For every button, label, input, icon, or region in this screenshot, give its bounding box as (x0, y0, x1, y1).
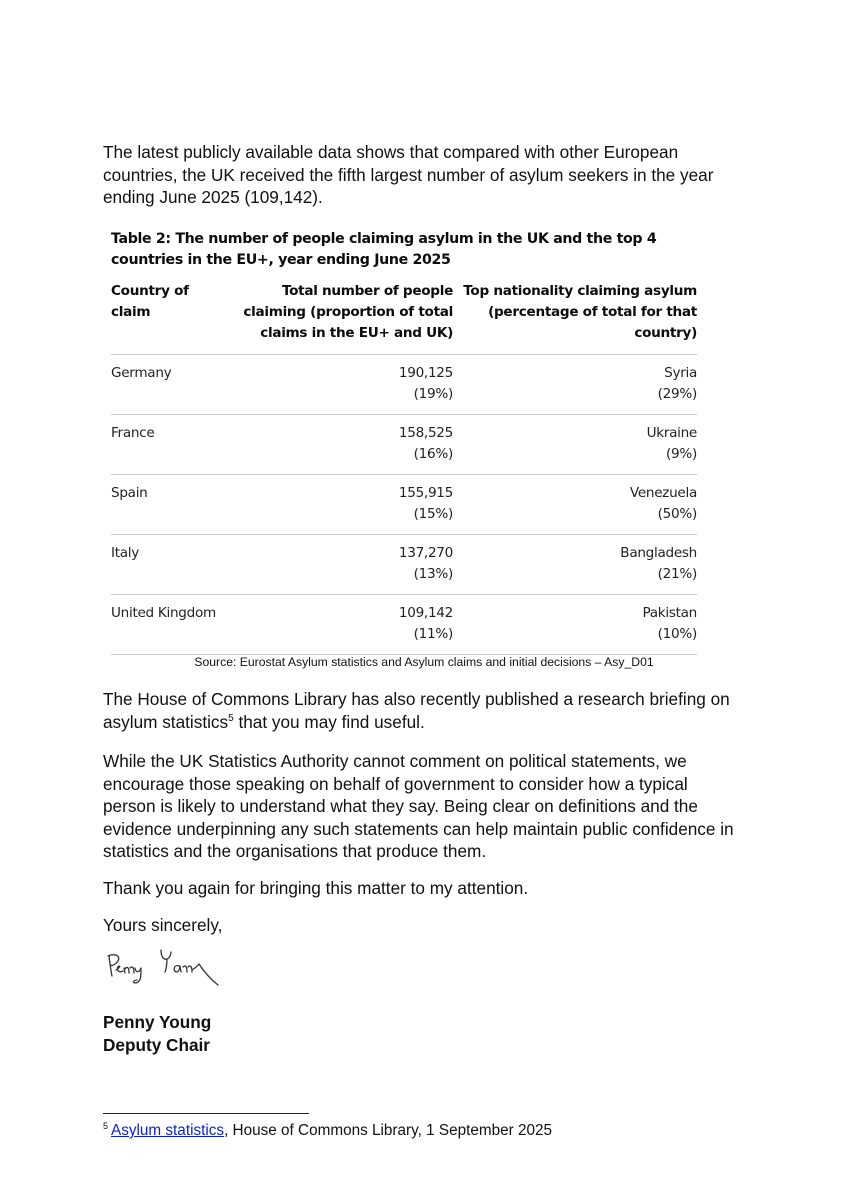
footnote-ref[interactable]: 5 (228, 712, 234, 724)
proportion: (13%) (413, 566, 453, 582)
footnote-number: 5 (103, 1121, 109, 1131)
signature-image (103, 946, 233, 992)
asylum-table-section (111, 229, 697, 655)
closing-line: Yours sincerely, (103, 915, 223, 935)
proportion: (15%) (413, 506, 453, 522)
total-claims: 137,270 (398, 545, 453, 561)
top-nationality: Bangladesh (620, 545, 697, 561)
nationality-percentage: (29%) (657, 386, 697, 402)
table-title: Table 2: The number of people claiming asylum in the UK and the top 4 countries in the EU+, year ending June 2025 (111, 231, 657, 268)
table-source-note: Source: Eurostat Asylum statistics and Asylum claims and initial decisions – Asy_D01 (194, 655, 654, 669)
nationality-percentage: (50%) (657, 506, 697, 522)
footnote (103, 1122, 552, 1140)
proportion: (19%) (413, 386, 453, 402)
signatory-name: Penny Young (103, 1012, 212, 1032)
header-total: Total number of people claiming (proportion of total claims in the EU+ and UK) (221, 281, 453, 355)
country-name: United Kingdom (111, 605, 216, 621)
proportion: (16%) (413, 446, 453, 462)
country-name: Germany (111, 365, 172, 381)
total-claims: 155,915 (398, 485, 453, 501)
cell-country (111, 595, 221, 655)
country-name: Italy (111, 545, 139, 561)
footnote-divider (103, 1113, 309, 1114)
header-top-nationality: Top nationality claiming asylum (percentage of total for that country) (453, 281, 697, 355)
thanks-paragraph: Thank you again for bringing this matter to my attention. (103, 878, 529, 898)
library-paragraph (103, 688, 743, 733)
asylum-statistics-link[interactable]: Asylum statistics (111, 1122, 225, 1139)
country-name: France (111, 425, 155, 441)
top-nationality: Ukraine (646, 425, 697, 441)
intro-paragraph: The latest publicly available data shows that compared with other European countries, the UK received the fifth largest number of asylum seekers in the year ending June 2025 (109,142). (103, 142, 714, 207)
cell-total (221, 415, 453, 475)
cell-top-nationality (453, 535, 697, 595)
cell-top-nationality (453, 595, 697, 655)
asylum-claims-table (111, 281, 697, 655)
table-header-row (111, 281, 697, 355)
top-nationality: Syria (664, 365, 697, 381)
proportion: (11%) (413, 626, 453, 642)
total-claims: 158,525 (398, 425, 453, 441)
signatory-role: Deputy Chair (103, 1035, 210, 1055)
header-country: Country of claim (111, 281, 221, 355)
country-name: Spain (111, 485, 148, 501)
library-text-end: that you may find useful. (233, 711, 425, 732)
table-row (111, 475, 697, 535)
cell-country (111, 475, 221, 535)
library-text: The House of Commons Library has also recently published a research briefing on asylum statistics (103, 689, 730, 732)
total-claims: 109,142 (398, 605, 453, 621)
footnote-text: , House of Commons Library, 1 September 2025 (224, 1122, 552, 1139)
table-row (111, 415, 697, 475)
total-claims: 190,125 (398, 365, 453, 381)
top-nationality: Venezuela (629, 485, 697, 501)
cell-total (221, 535, 453, 595)
cell-total (221, 475, 453, 535)
cell-top-nationality (453, 415, 697, 475)
cell-total (221, 355, 453, 415)
cell-total (221, 595, 453, 655)
top-nationality: Pakistan (642, 605, 697, 621)
cell-country (111, 415, 221, 475)
cell-country (111, 535, 221, 595)
nationality-percentage: (21%) (657, 566, 697, 582)
cell-top-nationality (453, 475, 697, 535)
table-row (111, 595, 697, 655)
statement-paragraph: While the UK Statistics Authority cannot comment on political statements, we encourage those speaking on behalf of government to consider how a typical person is likely to understand what they say. Being clear on definitions and the evidence underpinning any such statements can help maintain public confidence in statistics and the organisations that produce them. (103, 751, 734, 861)
nationality-percentage: (9%) (666, 446, 697, 462)
cell-top-nationality (453, 355, 697, 415)
table-row (111, 355, 697, 415)
table-row (111, 535, 697, 595)
nationality-percentage: (10%) (657, 626, 697, 642)
cell-country (111, 355, 221, 415)
